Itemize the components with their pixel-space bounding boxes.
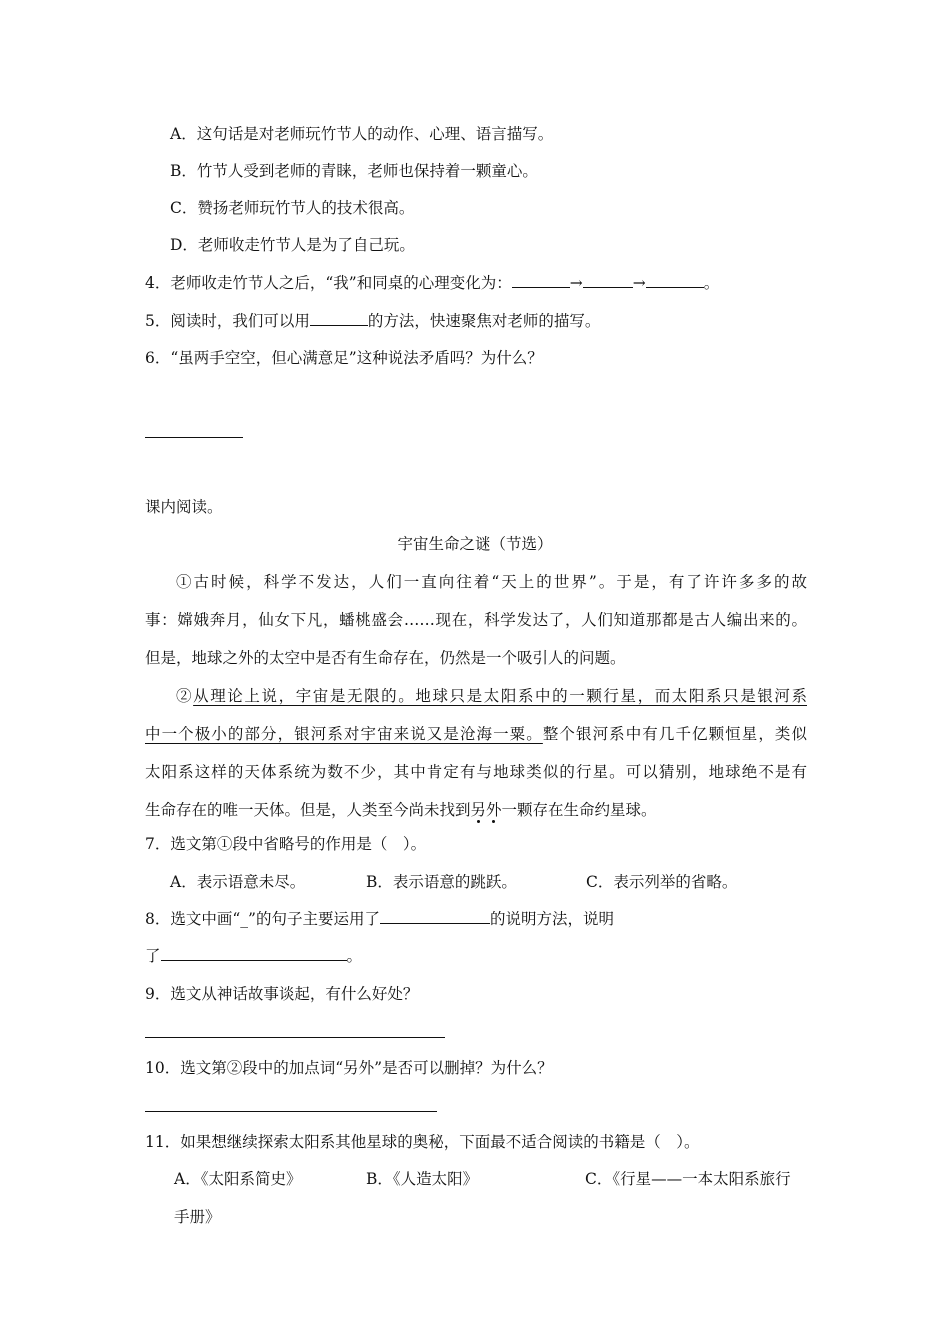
- section-label: 课内阅读。: [145, 498, 223, 516]
- question-10: 10．选文第②段中的加点词“另外”是否可以删掉？为什么？: [145, 1059, 553, 1077]
- option-b: B．《人造太阳》: [366, 1170, 479, 1188]
- question-9: 9．选文从神话故事谈起，有什么好处？: [145, 985, 419, 1003]
- option-c: C．表示列举的省略。: [586, 873, 738, 891]
- passage-line: [145, 715, 807, 753]
- question-8-prefix: 8．选文中画“: [145, 910, 241, 928]
- arrow-1: →: [569, 274, 583, 292]
- answer-blank[interactable]: [380, 909, 490, 924]
- question-8-mid: ”的句子主要运用了: [248, 910, 380, 928]
- question-8-end: 。: [346, 947, 363, 965]
- option-a: A．表示语意未尽。: [170, 873, 306, 891]
- dotted-word-char: 另: [470, 801, 487, 819]
- option-b: B．表示语意的跳跃。: [366, 873, 517, 891]
- paragraph-marker: ②: [176, 687, 194, 705]
- answer-line[interactable]: [145, 1037, 445, 1038]
- question-6: 6．“虽两手空空，但心满意足”这种说法矛盾吗？为什么？: [145, 349, 543, 367]
- underlined-sentence: 从理论上说，宇宙是无限的。地球只是太阳系中的一颗行星，而太阳系只是银河系: [193, 687, 807, 705]
- passage-text: 一颗存在生命约星球。: [501, 801, 657, 819]
- passage-line: 事：嫦娥奔月，仙女下凡，蟠桃盛会……现在，科学发达了，人们知道那都是古人编出来的。: [145, 611, 807, 629]
- question-4-prefix: 4．老师收走竹节人之后，“我”和同桌的心理变化为：: [145, 274, 512, 292]
- option-d: D．老师收走竹节人是为了自己玩。: [170, 236, 415, 254]
- passage-title: 宇宙生命之谜（节选）: [397, 535, 553, 553]
- option-c-continued: 手册》: [174, 1208, 221, 1226]
- option-c: C．《行星——一本太阳系旅行: [585, 1170, 791, 1188]
- question-5-prefix: 5．阅读时，我们可以用: [145, 312, 310, 330]
- question-8-mid2: 的说明方法，说明: [489, 910, 614, 928]
- question-8-line-2: [145, 945, 362, 967]
- answer-line[interactable]: [145, 437, 243, 438]
- underline-mark: _: [240, 910, 249, 928]
- answer-line[interactable]: [145, 1111, 437, 1112]
- question-8-l2-prefix: 了: [145, 947, 161, 965]
- passage-line: ①古时候，科学不发达，人们一直向往着“天上的世界”。于是，有了许许多多的故: [176, 573, 807, 591]
- question-11: 11．如果想继续探索太阳系其他星球的奥秘，下面最不适合阅读的书籍是（ ）。: [145, 1133, 700, 1151]
- passage-line: [176, 677, 807, 715]
- answer-blank[interactable]: [512, 273, 570, 288]
- answer-blank[interactable]: [310, 311, 368, 326]
- passage-line: 太阳系这样的天体系统为数不少，其中肯定有与地球类似的行星。可以猜别，地球绝不是有: [145, 763, 807, 781]
- passage-text: 生命存在的唯一天体。但是，人类至今尚未找到: [145, 801, 471, 819]
- question-8: [145, 908, 614, 930]
- answer-blank[interactable]: [583, 273, 633, 288]
- question-4-end: 。: [703, 274, 720, 292]
- dotted-word-char: 外: [486, 801, 502, 819]
- question-5: [145, 310, 600, 332]
- option-c: C．赞扬老师玩竹节人的技术很高。: [170, 199, 415, 217]
- answer-blank[interactable]: [161, 946, 347, 961]
- passage-line: 但是，地球之外的太空中是否有生命存在，仍然是一个吸引人的问题。: [145, 649, 626, 667]
- option-b: B．竹节人受到老师的青睐，老师也保持着一颗童心。: [170, 162, 538, 180]
- option-a: A．《太阳系简史》: [174, 1170, 302, 1188]
- passage-line: [145, 791, 807, 829]
- passage-text: 整个银河系中有几千亿颗恒星，类似: [542, 725, 807, 743]
- question-5-suffix: 的方法，快速聚焦对老师的描写。: [367, 312, 601, 330]
- underlined-sentence: 中一个极小的部分，银河系对宇宙来说又是沧海一粟。: [145, 725, 543, 743]
- question-4: [145, 272, 719, 294]
- arrow-2: →: [632, 274, 646, 292]
- option-a: A．这句话是对老师玩竹节人的动作、心理、语言描写。: [170, 125, 554, 143]
- answer-blank[interactable]: [646, 273, 704, 288]
- question-7: 7．选文第①段中省略号的作用是（ ）。: [145, 835, 427, 853]
